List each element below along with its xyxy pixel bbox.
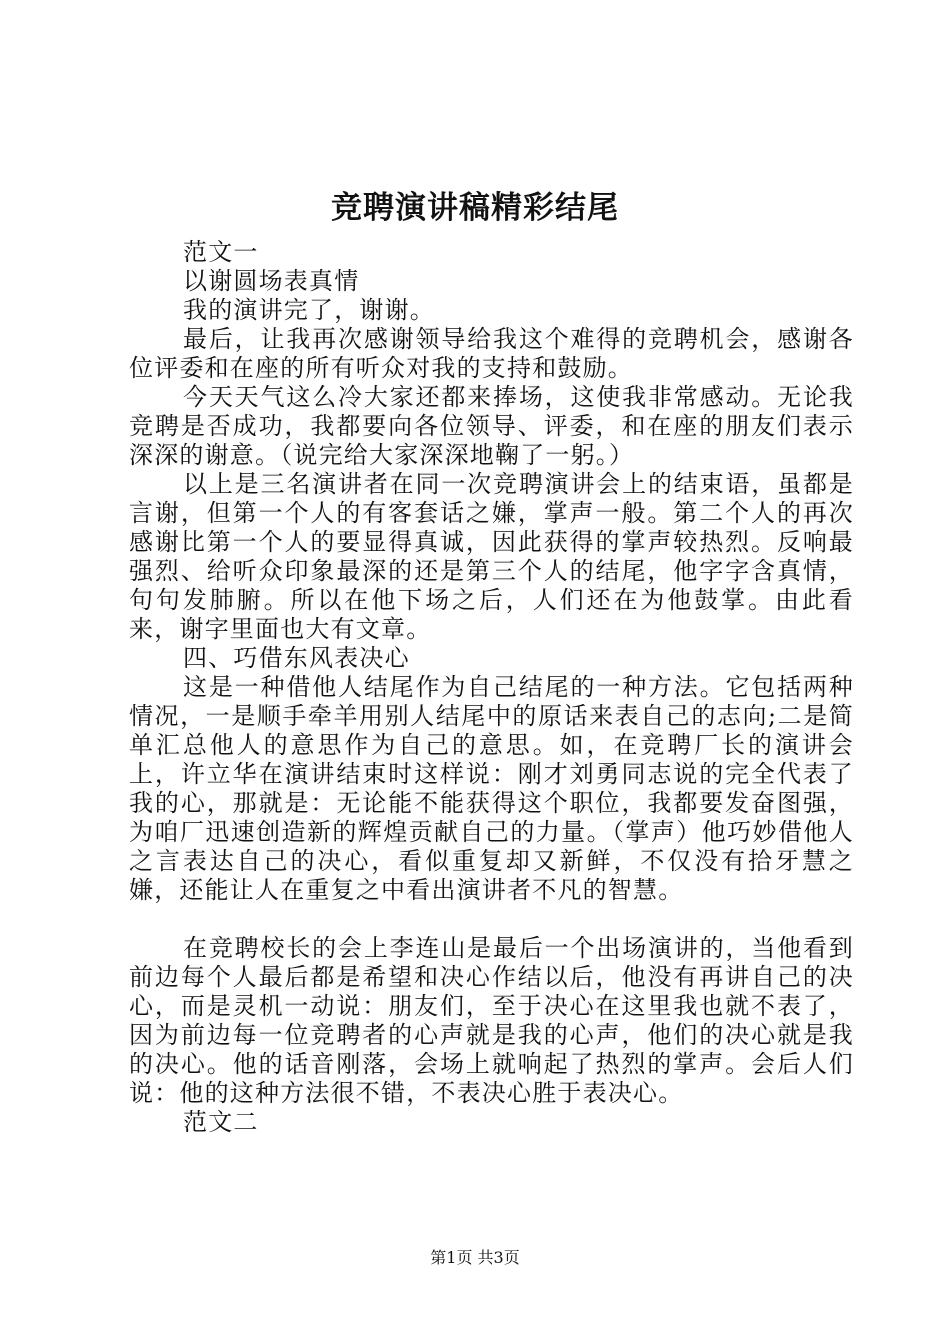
paragraph: 我的演讲完了，谢谢。	[183, 296, 435, 324]
paragraph-section-heading: 四、巧借东风表决心	[183, 644, 410, 672]
document-body	[129, 238, 854, 1137]
page-footer: 第1页 共3页	[430, 1248, 520, 1267]
paragraph-subheading-thanks: 以谢圆场表真情	[183, 267, 360, 295]
paragraph-heading-fanwen-2: 范文二	[183, 1108, 259, 1136]
paragraph: 以上是三名演讲者在同一次竞聘演讲会上的结束语，虽都是言谢，但第一个人的有客套话之嫌，掌声一般。第二个人的再次感谢比第一个人的要显得真诚，因此获得的掌声较热烈。反响最强烈、给听众印象最深的还是第三个人的结尾，他字字含真情，句句发肺腑。所以在他下场之后，人们还在为他鼓掌。由此看来，谢字里面也大有文章。	[129, 470, 854, 643]
paragraph-heading-fanwen-1: 范文一	[183, 238, 259, 266]
document-title: 竞聘演讲稿精彩结尾	[331, 190, 619, 226]
paragraph: 今天天气这么冷大家还都来捧场，这使我非常感动。无论我竞聘是否成功，我都要向各位领导、评委，和在座的朋友们表示深深的谢意。（说完给大家深深地鞠了一躬。）	[129, 383, 854, 469]
paragraph: 最后，让我再次感谢领导给我这个难得的竞聘机会，感谢各位评委和在座的所有听众对我的支持和鼓励。	[129, 325, 854, 382]
paragraph: 这是一种借他人结尾作为自己结尾的一种方法。它包括两种情况，一是顺手牵羊用别人结尾中的原话来表自己的志向;二是简单汇总他人的意思作为自己的意思。如，在竞聘厂长的演讲会上，许立华在演讲结束时这样说：刚才刘勇同志说的完全代表了我的心，那就是：无论能不能获得这个职位，我都要发奋图强，为咱厂迅速创造新的辉煌贡献自己的力量。（掌声）他巧妙借他人之言表达自己的决心，看似重复却又新鲜，不仅没有拾牙慧之嫌，还能让人在重复之中看出演讲者不凡的智慧。	[129, 673, 854, 904]
paragraph: 在竞聘校长的会上李连山是最后一个出场演讲的，当他看到前边每个人最后都是希望和决心作结以后，他没有再讲自己的决心，而是灵机一动说：朋友们，至于决心在这里我也就不表了，因为前边每一位竞聘者的心声就是我的心声，他们的决心就是我的决心。他的话音刚落，会场上就响起了热烈的掌声。会后人们说：他的这种方法很不错，不表决心胜于表决心。	[129, 934, 854, 1107]
blank-line	[129, 905, 854, 934]
